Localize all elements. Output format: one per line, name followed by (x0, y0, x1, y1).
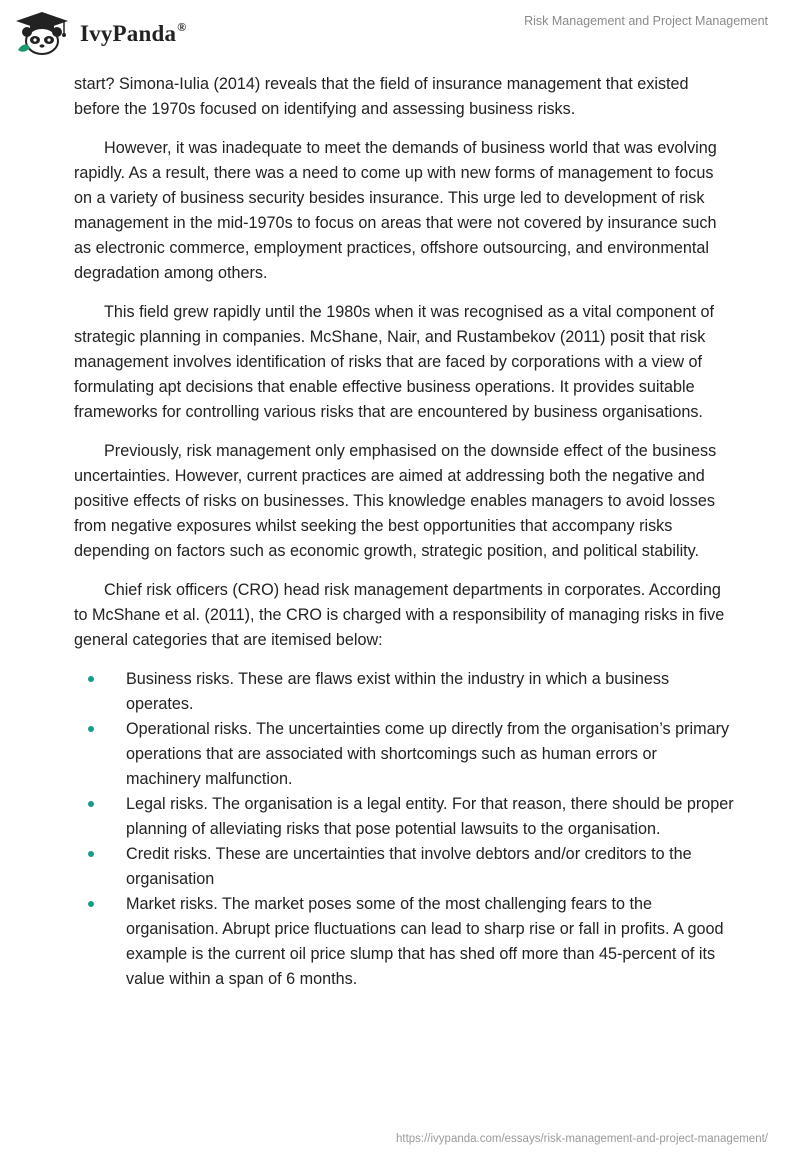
bullet-icon (88, 801, 94, 807)
list-item: Business risks. These are flaws exist within the industry in which a business operates. (74, 667, 734, 717)
bullet-icon (88, 676, 94, 682)
essay-content (74, 72, 734, 992)
paragraph: This field grew rapidly until the 1980s when it was recognised as a vital component of strategic planning in companies. McShane, Nair, and Rustambekov (2011) posit that risk management involves identification of risks that are faced by corporations with a view of formulating apt decisions that enable effective business operations. It provides suitable frameworks for controlling various risks that are encountered by business organisations. (74, 303, 715, 421)
bullet-icon (88, 726, 94, 732)
paragraph: Chief risk officers (CRO) head risk management departments in corporates. According to McShane et al. (2011), the CRO is charged with a responsibility of managing risks in five general categories that are itemised below: (74, 581, 725, 649)
source-url-link[interactable]: https://ivypanda.com/essays/risk-management-and-project-management/ (395, 1133, 768, 1145)
page-header (0, 0, 800, 80)
list-item: Operational risks. The uncertainties come up directly from the organisation’s primary operations that are associated with shortcomings such as human errors or machinery malfunction. (74, 717, 734, 792)
list-item: Legal risks. The organisation is a legal entity. For that reason, there should be proper planning of alleviating risks that pose potential lawsuits to the organisation. (74, 792, 734, 842)
ivypanda-logo[interactable] (14, 8, 186, 58)
risk-categories-list (74, 667, 734, 992)
bullet-icon (88, 901, 94, 907)
panda-graduate-icon (14, 10, 70, 56)
logo-wordmark: IvyPanda® (80, 19, 187, 46)
document-title: Risk Management and Project Management (524, 14, 768, 28)
bullet-icon (88, 851, 94, 857)
list-item: Credit risks. These are uncertainties that involve debtors and/or creditors to the organisation (74, 842, 734, 892)
paragraph: However, it was inadequate to meet the demands of business world that was evolving rapidly. As a result, there was a need to come up with new forms of management to focus on a variety of business security besides insurance. This urge led to development of risk management in the mid-1970s to focus on areas that were not covered by insurance such as electronic commerce, employment practices, offshore outsourcing, and environmental degradation among others. (74, 139, 717, 282)
paragraph: start? Simona-Iulia (2014) reveals that the field of insurance management that existed before the 1970s focused on identifying and assessing business risks. (74, 75, 689, 118)
paragraph: Previously, risk management only emphasised on the downside effect of the business uncertainties. However, current practices are aimed at addressing both the negative and positive effects of risks on businesses. This knowledge enables managers to avoid losses from negative exposures whilst seeking the best opportunities that accompany risks depending on factors such as economic growth, strategic position, and political stability. (74, 442, 717, 560)
list-item: Market risks. The market poses some of the most challenging fears to the organisation. Abrupt price fluctuations can lead to sharp rise or fall in profits. A good example is the current oil price slump that has shed off more than 45-percent of its value within a span of 6 months. (74, 892, 734, 992)
